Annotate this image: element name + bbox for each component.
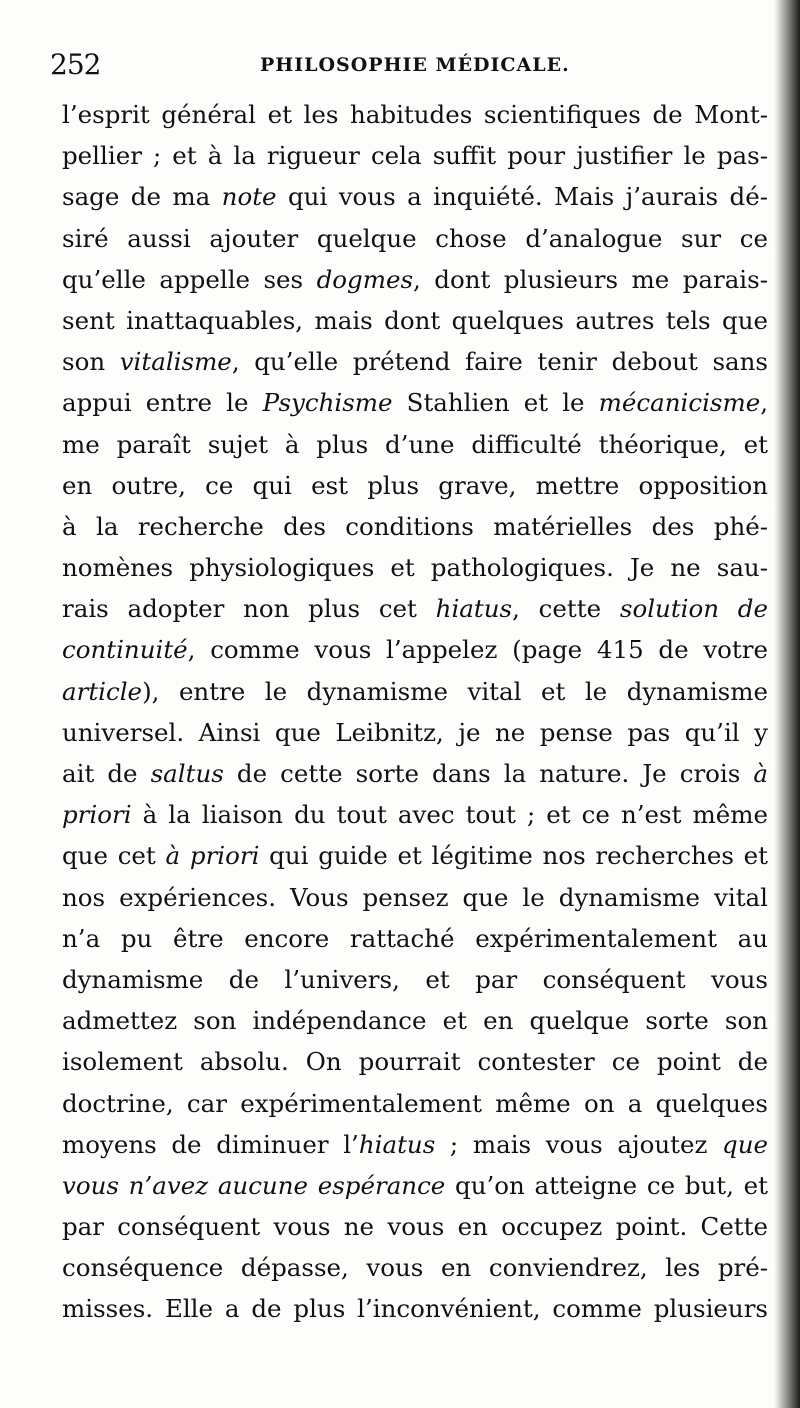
text-segment: son [62,347,120,377]
text-segment: par conséquent vous ne vous en occupez point. Cette [62,1212,768,1242]
text-segment: dynamisme de l’univers, et par conséquent vous [62,964,768,994]
italic-text: mécanicisme [598,388,761,418]
italic-text: vous n’avez aucune espérance [62,1170,446,1200]
italic-text: article [62,676,143,706]
text-line [62,671,768,712]
text-line [62,959,768,1000]
text-segment: conséquence dépasse, vous en conviendrez, les pré- [62,1253,768,1283]
text-line [62,1206,768,1247]
text-segment: , comme vous l’appelez (page 415 de votre [187,635,768,665]
page-edge-shadow [774,0,800,1408]
text-segment: misses. Elle a de plus l’inconvénient, comme plusieurs [62,1294,768,1324]
text-line [62,1124,768,1165]
text-line [62,1083,768,1124]
body-text [62,94,768,1330]
italic-text: dogmes [316,264,414,294]
text-segment: admettez son indépendance et en quelque sorte son [62,1006,768,1036]
italic-text: saltus [150,759,224,788]
text-segment: pellier ; et à la rigueur cela suffit pour justifier le pas- [62,141,768,171]
text-segment: n’a pu être encore rattaché expérimentalement au [62,923,768,953]
text-line [62,588,768,629]
text-line [62,465,768,506]
text-line [62,629,768,670]
italic-text: continuité [62,635,188,665]
text-segment: sage de ma [62,182,222,212]
italic-text: à priori [165,841,260,871]
text-line [62,424,768,465]
text-segment: ait de [62,759,151,788]
text-segment: Stahlien et le [392,388,599,418]
italic-text: solution de [619,594,768,624]
text-segment: universel. Ainsi que Leibnitz, je ne pense pas qu’il y [62,717,768,747]
text-segment: nos expériences. Vous pensez que le dynamisme vital [62,882,768,912]
text-line [62,794,768,835]
italic-text: à [753,759,768,788]
text-segment: en outre, ce qui est plus grave, mettre opposition [62,470,768,500]
italic-text: hiatus [358,1129,436,1159]
text-segment: , [760,388,768,418]
text-line [62,877,768,918]
text-line [62,94,768,135]
text-segment: sent inattaquables, mais dont quelques autres tels que [62,305,768,335]
text-segment: , dont plusieurs me parais- [413,264,768,294]
text-line [62,506,768,547]
text-line [62,300,768,341]
text-segment: qu’on atteigne ce but, et [445,1170,768,1200]
text-segment: de cette sorte dans la nature. Je crois [223,759,754,788]
text-segment: que cet [62,841,166,871]
italic-text: note [221,182,277,212]
italic-text: que [722,1129,768,1159]
text-line [62,382,768,423]
text-segment: rais adopter non plus cet [62,594,436,624]
text-segment: , qu’elle prétend faire tenir debout sans [231,347,768,377]
text-segment: qui vous a inquiété. Mais j’aurais dé- [276,182,768,212]
text-segment: appui entre le [62,388,263,418]
text-segment: , cette [512,594,620,624]
italic-text: vitalisme [119,347,232,377]
text-line [62,1165,768,1206]
text-segment: nomènes physiologiques et pathologiques. Je ne sau- [62,553,768,583]
running-head: PHILOSOPHIE MÉDICALE. [260,54,570,76]
text-line [62,176,768,217]
text-line [62,712,768,753]
text-segment: moyens de diminuer l’ [62,1129,359,1159]
text-line [62,753,768,794]
text-line [62,218,768,259]
text-line [62,1000,768,1041]
text-line [62,341,768,382]
text-segment: qui guide et légitime nos recherches et [259,841,768,871]
text-line [62,1288,768,1329]
text-segment: l’esprit général et les habitudes scientifiques de Mont- [62,100,768,129]
text-segment: ), entre le dynamisme vital et le dynamisme [142,676,768,706]
text-segment: à la recherche des conditions matérielles des phé- [62,511,768,541]
text-segment: qu’elle appelle ses [62,264,317,294]
text-line [62,1041,768,1082]
text-line [62,547,768,588]
page-number: 252 [50,48,101,81]
text-line [62,259,768,300]
text-line [62,918,768,959]
italic-text: Psychisme [262,388,393,418]
text-segment: siré aussi ajouter quelque chose d’analogue sur ce [62,223,768,253]
text-segment: doctrine, car expérimentalement même on a quelques [62,1088,768,1118]
text-line [62,1247,768,1288]
text-segment: me paraît sujet à plus d’une difficulté théorique, et [62,429,768,459]
text-line [62,835,768,876]
text-segment: ; mais vous ajoutez [435,1129,723,1159]
italic-text: priori [62,800,132,830]
text-segment: à la liaison du tout avec tout ; et ce n’est même [131,800,768,830]
italic-text: hiatus [435,594,513,624]
text-line [62,135,768,176]
text-segment: isolement absolu. On pourrait contester ce point de [62,1047,768,1077]
